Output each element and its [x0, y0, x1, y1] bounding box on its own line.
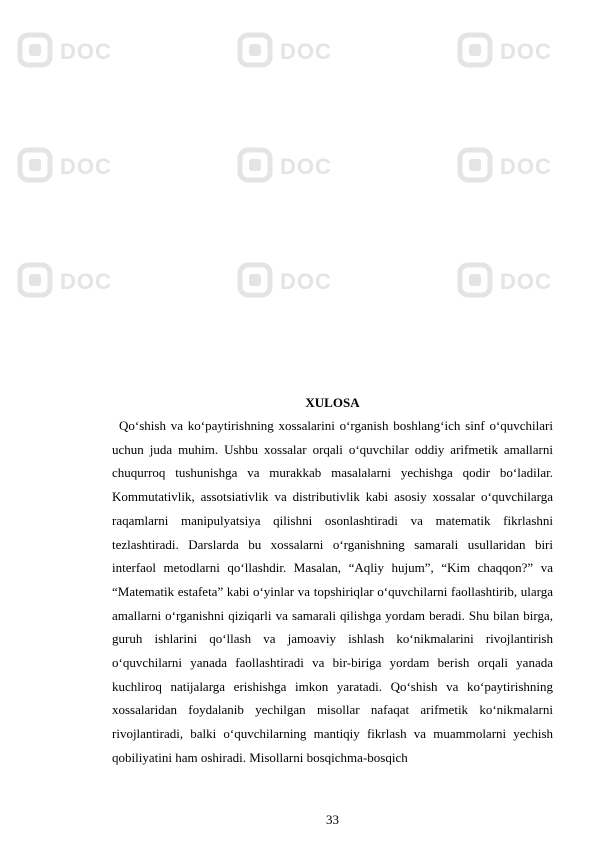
watermark-logo-icon	[20, 35, 552, 295]
page-number: 33	[326, 812, 339, 827]
page-title: XULOSA	[305, 395, 360, 410]
body-paragraph: Qo‘shish va ko‘paytirishning xossalarini o‘rganish boshlang‘ich sinf o‘quvchilari uchun juda muhim. Ushbu xossalar orqali o‘quvchilar oddiy arifmetik amallarni chuqurroq tushunishga va murakkab masalalarni yechishga qodir bo‘ladilar. Kommutativlik, assotsiativlik va distributivlik kabi asosiy xossalar o‘quvchilarga raqamlarni manipulyatsiya qilishni osonlashtiradi va matematik fikrlashni tezlashtiradi. Darslarda bu xossalarni o‘rganishning samarali usullaridan biri interfaol metodlarni qo‘llashdir. Masalan, “Aqliy hujum”, “Kim chaqqon?” va “Matematik estafeta” kabi o‘yinlar va topshiriqlar o‘quvchilarni faollashtirib, ularga amallarni o‘rganishni qiziqarli va samarali qilishga yordam beradi. Shu bilan birga, guruh ishlarini qo‘llash va jamoaviy ishlash ko‘nikmalarini rivojlantirish o‘quvchilarni yanada faollashtiradi va bir-biriga yordam berish orqali yanada kuchliroq natijalarga erishishga imkon yaratadi. Qo‘shish va ko‘paytirishning xossalaridan foydalanib yechilgan misollar nafaqat arifmetik ko‘nikmalarni rivojlantiradi, balki o‘quvchilarning mantiqiy fikrlash va muammolarni yechish qobiliyatini ham oshiradi. Misollarni bosqichma-bosqich	[112, 418, 553, 765]
watermark-pattern: DOC	[0, 0, 595, 842]
